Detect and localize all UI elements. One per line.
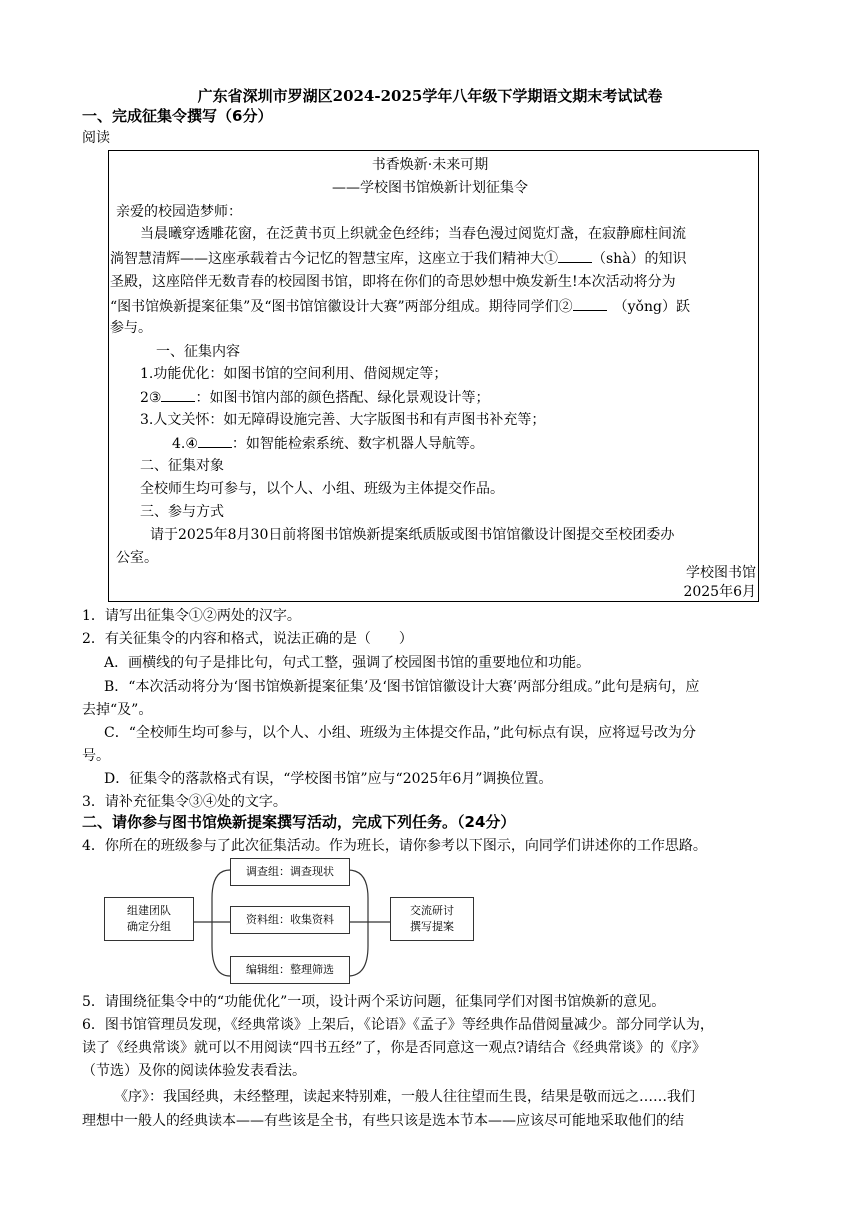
- notice-item2: [140, 387, 489, 408]
- notice-sign-date: 2025年6月: [683, 584, 756, 600]
- notice-greeting: 亲爱的校园造梦师：: [116, 204, 242, 220]
- flowchart-step-proposal: 交流研讨 撰写提案: [390, 897, 474, 941]
- notice-sign-org: 学校图书馆: [686, 565, 756, 581]
- notice-para1-line2: [110, 248, 687, 269]
- question-2-option-c: C．“全校师生均可参与，以个人、小组、班级为主体提交作品，”此句标点有误，应将逗号改为分: [104, 725, 697, 741]
- notice-para1-text: 淌智慧清辉——这座承载着古今记忆的智慧宝库，这座立于我们精神大: [110, 251, 544, 267]
- excerpt-line1: 《序》：我国经典，未经整理，读起来特别难，一般人往往望而生畏，结果是敬而远之……我们: [114, 1089, 695, 1105]
- notice-para1-line4: [110, 296, 690, 317]
- notice-sec2-text: 全校师生均可参与，以个人、小组、班级为主体提交作品。: [140, 481, 504, 497]
- notice-sec3-text1: 请于2025年8月30日前将图书馆焕新提案纸质版或图书馆馆徽设计图提交至校团委办: [150, 527, 675, 543]
- flowchart-step-team: 组建团队 确定分组: [104, 897, 194, 941]
- notice-para1-line3: 圣殿，这座陪伴无数青春的校园图书馆，即将在你们的奇思妙想中焕发新生!本次活动将分为: [110, 274, 676, 290]
- notice-item1: 1.功能优化：如图书馆的空间利用、借阅规定等；: [140, 366, 448, 382]
- question-6-line2: 读了《经典常谈》就可以不用阅读“四书五经”了，你是否同意这一观点?请结合《经典常谈》的《序》: [82, 1040, 706, 1056]
- notice-para1-pinyin1: （shà）的知识: [592, 251, 687, 267]
- item4-prefix: 4.: [172, 436, 186, 452]
- question-2-option-a: A．画横线的句子是排比句，句式工整，强调了校园图书馆的重要地位和功能。: [104, 655, 591, 671]
- item2-prefix: 2: [140, 390, 149, 406]
- question-6-line1: 6．图书馆管理员发现，《经典常谈》上架后，《论语》《孟子》等经典作品借阅量减少。部分同学认为，: [82, 1017, 714, 1033]
- question-2: 2．有关征集令的内容和格式，说法正确的是（ ）: [82, 631, 413, 647]
- notice-sec2-heading: 二、征集对象: [140, 458, 224, 474]
- notice-sec1-heading: 一、征集内容: [156, 344, 240, 360]
- notice-item4: [172, 433, 484, 454]
- notice-para1-pinyin2: （yǒng）跃: [620, 299, 690, 315]
- notice-title: 书香焕新·未来可期: [371, 157, 489, 173]
- question-5: 5．请围绕征集令中的“功能优化”一项，设计两个采访问题，征集同学们对图书馆焕新的意见。: [82, 994, 666, 1010]
- notice-subtitle: ——学校图书馆焕新计划征集令: [332, 180, 528, 196]
- question-4: 4．你所在的班级参与了此次征集活动。作为班长，请你参考以下图示，向同学们讲述你的工作思路。: [82, 838, 707, 854]
- blank-4[interactable]: [198, 433, 232, 448]
- flowchart-step-survey: 调查组：调查现状: [230, 858, 350, 886]
- read-label: 阅读: [82, 130, 110, 146]
- circled-4: ④: [185, 436, 198, 452]
- notice-item3: 3.人文关怀：如无障碍设施完善、大字版图书和有声图书补充等；: [140, 412, 546, 428]
- blank-2[interactable]: [573, 296, 607, 311]
- flowchart-step-research: 资料组：收集资料: [230, 906, 350, 934]
- blank-1[interactable]: [558, 248, 592, 263]
- notice-para1-text: “图书馆焕新提案征集”及“图书馆馆徽设计大赛”两部分组成。期待同学们: [110, 299, 559, 315]
- notice-sec3-text2: 公室。: [116, 550, 158, 566]
- excerpt-line2: 理想中一般人的经典读本——有些该是全书，有些只该是选本节本——应该尽可能地采取他们的结: [82, 1113, 684, 1129]
- question-3: 3．请补充征集令③④处的文字。: [82, 794, 287, 810]
- item2-suffix: ：如图书馆内部的颜色搭配、绿化景观设计等；: [195, 390, 490, 406]
- item4-suffix: ：如智能检索系统、数字机器人导航等。: [231, 436, 484, 452]
- section2-heading: 二、请你参与图书馆焕新提案撰写活动，完成下列任务。（24分）: [82, 813, 516, 831]
- blank-3[interactable]: [161, 387, 195, 402]
- notice-sec3-heading: 三、参与方式: [140, 504, 224, 520]
- document-title: 广东省深圳市罗湖区2024-2025学年八年级下学期语文期末考试试卷: [197, 87, 663, 105]
- notice-para1-line1: 当晨曦穿透雕花窗，在泛黄书页上织就金色经纬；当春色漫过阅览灯盏，在寂静廊柱间流: [140, 226, 686, 242]
- circled-1: ①: [544, 251, 558, 267]
- notice-para1-line5: 参与。: [110, 320, 152, 336]
- question-6-line3: （节选）及你的阅读体验发表看法。: [82, 1063, 306, 1079]
- question-2-option-b-cont: 去掉“及”。: [82, 702, 153, 718]
- question-2-option-d: D．征集令的落款格式有误，“学校图书馆”应与“2025年6月”调换位置。: [104, 771, 553, 787]
- circled-2: ②: [558, 299, 573, 315]
- question-2-option-b: B．“本次活动将分为‘图书馆焕新提案征集’及‘图书馆馆徽设计大赛’两部分组成。”此句是病句，应: [104, 679, 700, 695]
- flowchart-step-edit: 编辑组：整理筛选: [230, 956, 350, 984]
- section1-heading: 一、完成征集令撰写（6分）: [82, 107, 273, 125]
- circled-3: ③: [148, 390, 162, 406]
- question-1: 1．请写出征集令①②两处的汉字。: [82, 608, 301, 624]
- question-2-option-c-cont: 号。: [82, 748, 110, 764]
